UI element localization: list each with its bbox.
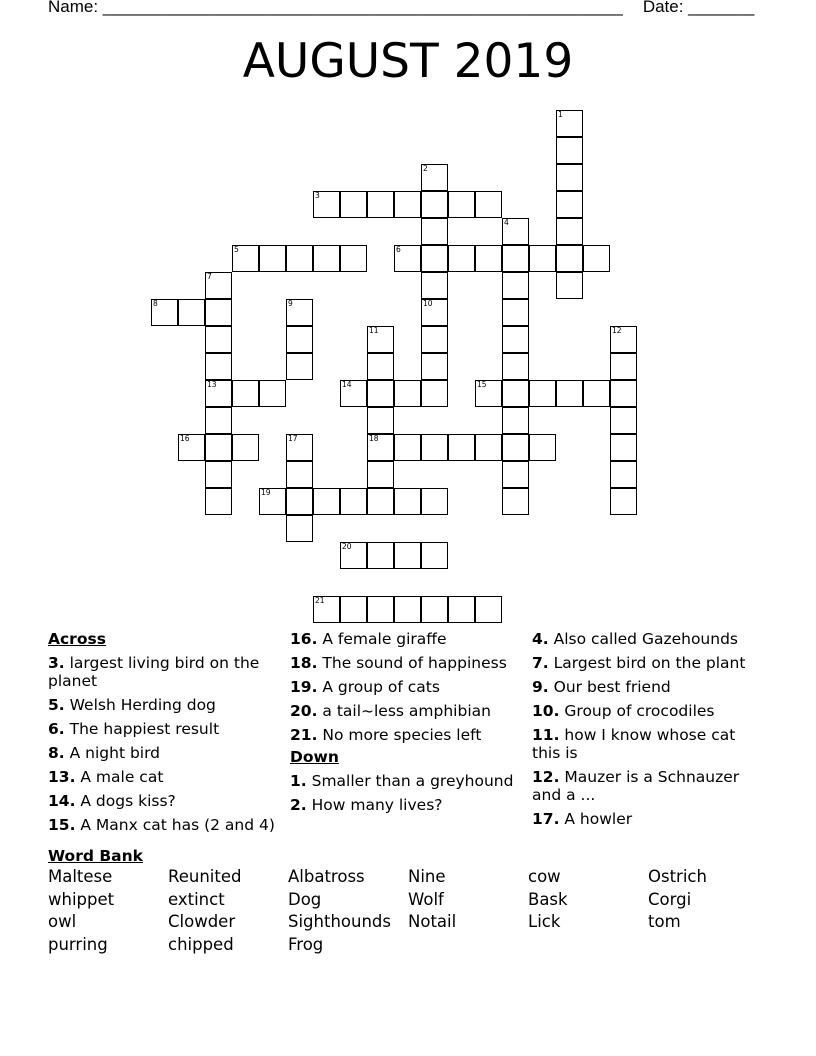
word-bank-word: Dog: [288, 889, 322, 909]
grid-cell[interactable]: [340, 488, 367, 515]
clue-number-label: 1.: [290, 772, 307, 790]
grid-cell[interactable]: [448, 191, 475, 218]
clue-number-label: 19.: [290, 678, 318, 696]
grid-cell[interactable]: [502, 326, 529, 353]
grid-cell[interactable]: [556, 137, 583, 164]
grid-cell[interactable]: [313, 245, 340, 272]
grid-cell[interactable]: [529, 380, 556, 407]
clue-text: The sound of happiness: [317, 654, 507, 672]
grid-cell[interactable]: [286, 326, 313, 353]
word-bank-word: whippet: [48, 889, 115, 909]
clue-text: The happiest result: [64, 720, 220, 738]
grid-cell[interactable]: [313, 488, 340, 515]
grid-cell[interactable]: [556, 245, 583, 272]
clue-item: [532, 630, 747, 648]
clue-number-label: 3.: [48, 654, 65, 672]
grid-cell[interactable]: [610, 488, 637, 515]
clue-number: 14: [342, 380, 352, 389]
grid-cell[interactable]: [340, 245, 367, 272]
grid-cell[interactable]: [340, 191, 367, 218]
grid-cell[interactable]: [367, 596, 394, 623]
clue-number: 2: [423, 164, 428, 173]
clue-text: A female giraffe: [317, 630, 447, 648]
clue-text: how I know whose cat this is: [532, 726, 736, 762]
grid-cell[interactable]: [394, 245, 421, 272]
word-bank-word: Sighthounds: [288, 912, 391, 932]
clue-number-label: 18.: [290, 654, 318, 672]
grid-cell[interactable]: [502, 380, 529, 407]
word-bank-word: owl: [48, 912, 77, 932]
word-bank-word: Frog: [288, 935, 324, 955]
clue-number: 15: [477, 380, 487, 389]
grid-cell[interactable]: [205, 461, 232, 488]
grid-cell[interactable]: [367, 191, 394, 218]
grid-cell[interactable]: [340, 380, 367, 407]
grid-cell[interactable]: [259, 380, 286, 407]
clue-item: [290, 772, 520, 790]
grid-cell[interactable]: [421, 380, 448, 407]
down-heading: Down: [290, 748, 339, 766]
clue-number-label: 13.: [48, 768, 76, 786]
grid-cell[interactable]: [448, 245, 475, 272]
grid-cell[interactable]: [205, 407, 232, 434]
clue-number: 17: [288, 434, 298, 443]
grid-cell[interactable]: [556, 380, 583, 407]
grid-cell[interactable]: [421, 434, 448, 461]
grid-cell[interactable]: [340, 542, 367, 569]
clue-item: [48, 654, 280, 690]
clue-item: [290, 726, 520, 744]
grid-cell[interactable]: [394, 380, 421, 407]
grid-cell[interactable]: [259, 245, 286, 272]
clue-item: [532, 702, 747, 720]
grid-cell[interactable]: [583, 245, 610, 272]
clue-item: [532, 810, 747, 828]
clue-item: [290, 702, 520, 720]
grid-cell[interactable]: [367, 461, 394, 488]
clue-number-label: 17.: [532, 810, 560, 828]
clue-text: largest living bird on the planet: [48, 654, 260, 690]
clue-item: [532, 726, 747, 762]
clue-item: [290, 654, 520, 672]
grid-cell[interactable]: [502, 218, 529, 245]
grid-cell[interactable]: [556, 191, 583, 218]
clue-number-label: 11.: [532, 726, 560, 744]
page-title: AUGUST 2019: [242, 34, 574, 89]
grid-cell[interactable]: [502, 461, 529, 488]
grid-cell[interactable]: [421, 164, 448, 191]
clue-number-label: 16.: [290, 630, 318, 648]
clue-number: 11: [369, 326, 379, 335]
clue-number: 19: [261, 488, 271, 497]
grid-cell[interactable]: [475, 434, 502, 461]
clue-item: [290, 678, 520, 696]
grid-cell[interactable]: [421, 272, 448, 299]
clue-number-label: 2.: [290, 796, 307, 814]
grid-cell[interactable]: [421, 353, 448, 380]
clue-text: Smaller than a greyhound: [306, 772, 514, 790]
grid-cell[interactable]: [475, 191, 502, 218]
word-bank-word: Lick: [528, 912, 561, 932]
grid-cell[interactable]: [556, 164, 583, 191]
clue-item: [532, 768, 747, 804]
grid-cell[interactable]: [367, 488, 394, 515]
grid-cell[interactable]: [610, 461, 637, 488]
grid-cell[interactable]: [367, 542, 394, 569]
grid-cell[interactable]: [421, 326, 448, 353]
clue-number: 1: [558, 110, 563, 119]
clue-text: A male cat: [75, 768, 164, 786]
date-label: Date:: [642, 0, 684, 16]
grid-cell[interactable]: [610, 326, 637, 353]
clue-number: 5: [234, 245, 239, 254]
grid-cell[interactable]: [286, 515, 313, 542]
grid-cell[interactable]: [394, 434, 421, 461]
clue-text: a tail~less amphibian: [317, 702, 491, 720]
clue-number: 7: [207, 272, 212, 281]
grid-cell[interactable]: [178, 434, 205, 461]
grid-cell[interactable]: [502, 488, 529, 515]
clue-number-label: 6.: [48, 720, 65, 738]
grid-cell[interactable]: [421, 542, 448, 569]
word-bank-word: cow: [528, 867, 561, 886]
grid-cell[interactable]: [286, 461, 313, 488]
clues-column-1: [48, 630, 280, 840]
grid-cell[interactable]: [475, 380, 502, 407]
clue-number: 3: [315, 191, 320, 200]
clue-text: Group of crocodiles: [559, 702, 715, 720]
word-bank-word: Clowder: [168, 912, 236, 932]
clue-text: Also called Gazehounds: [548, 630, 738, 648]
clue-item: [290, 796, 520, 814]
clue-number-label: 4.: [532, 630, 549, 648]
word-bank-word: Notail: [408, 912, 457, 932]
clue-item: [48, 816, 280, 834]
grid-cell[interactable]: [421, 299, 448, 326]
word-bank-word: Albatross: [288, 867, 365, 886]
clue-text: Welsh Herding dog: [64, 696, 216, 714]
grid-cell[interactable]: [286, 434, 313, 461]
grid-cell[interactable]: [232, 434, 259, 461]
word-bank-word: Maltese: [48, 867, 113, 886]
grid-cell[interactable]: [475, 245, 502, 272]
clue-number: 16: [180, 434, 190, 443]
clue-text: No more species left: [317, 726, 482, 744]
grid-cell[interactable]: [205, 353, 232, 380]
grid-cell[interactable]: [502, 353, 529, 380]
grid-cell[interactable]: [610, 434, 637, 461]
clue-text: Mauzer is a Schnauzer and a ...: [532, 768, 740, 804]
clue-number: 10: [423, 299, 433, 308]
grid-cell[interactable]: [502, 299, 529, 326]
grid-cell[interactable]: [610, 353, 637, 380]
grid-cell[interactable]: [205, 488, 232, 515]
word-bank-word: Wolf: [408, 889, 444, 909]
clue-item: [48, 768, 280, 786]
grid-cell[interactable]: [475, 596, 502, 623]
grid-cell[interactable]: [394, 542, 421, 569]
clue-text: A dogs kiss?: [75, 792, 176, 810]
clue-number-label: 10.: [532, 702, 560, 720]
grid-cell[interactable]: [556, 110, 583, 137]
grid-cell[interactable]: [313, 596, 340, 623]
clue-number: 18: [369, 434, 379, 443]
grid-cell[interactable]: [394, 488, 421, 515]
name-label: Name:: [48, 0, 99, 16]
word-bank-word: Corgi: [648, 889, 692, 909]
grid-cell[interactable]: [367, 353, 394, 380]
word-bank-word: purring: [48, 935, 108, 955]
clue-number: 9: [288, 299, 293, 308]
grid-cell[interactable]: [232, 380, 259, 407]
word-bank-word: chipped: [168, 935, 234, 955]
grid-cell[interactable]: [394, 596, 421, 623]
clue-number-label: 9.: [532, 678, 549, 696]
grid-cell[interactable]: [610, 380, 637, 407]
clue-text: Our best friend: [548, 678, 671, 696]
grid-cell[interactable]: [259, 488, 286, 515]
grid-cell[interactable]: [286, 299, 313, 326]
clue-item: [532, 678, 747, 696]
grid-cell[interactable]: [232, 245, 259, 272]
grid-cell[interactable]: [556, 218, 583, 245]
grid-cell[interactable]: [367, 380, 394, 407]
grid-cell[interactable]: [205, 434, 232, 461]
clue-item: [48, 744, 280, 762]
grid-cell[interactable]: [313, 191, 340, 218]
grid-cell[interactable]: [205, 299, 232, 326]
grid-cell[interactable]: [421, 245, 448, 272]
grid-cell[interactable]: [286, 245, 313, 272]
grid-cell[interactable]: [448, 434, 475, 461]
word-bank-word: Bask: [528, 889, 568, 909]
grid-cell[interactable]: [583, 380, 610, 407]
clue-number-label: 12.: [532, 768, 560, 786]
grid-cell[interactable]: [367, 407, 394, 434]
grid-cell[interactable]: [340, 596, 367, 623]
grid-cell[interactable]: [502, 434, 529, 461]
clues-column-2: [290, 630, 520, 820]
grid-cell[interactable]: [367, 434, 394, 461]
word-bank-word: Nine: [408, 867, 446, 886]
word-bank-heading: Word Bank: [48, 847, 143, 865]
clue-number-label: 21.: [290, 726, 318, 744]
grid-cell[interactable]: [556, 272, 583, 299]
grid-cell[interactable]: [448, 596, 475, 623]
grid-cell[interactable]: [421, 596, 448, 623]
clue-item: [290, 630, 520, 648]
clue-number: 4: [504, 218, 509, 227]
grid-cell[interactable]: [529, 434, 556, 461]
clue-item: [532, 654, 747, 672]
grid-cell[interactable]: [205, 272, 232, 299]
clue-text: A Manx cat has (2 and 4): [75, 816, 275, 834]
grid-cell[interactable]: [394, 191, 421, 218]
word-bank-word: Reunited: [168, 867, 242, 886]
clue-number: 12: [612, 326, 622, 335]
grid-cell[interactable]: [421, 218, 448, 245]
word-bank-word: Ostrich: [648, 867, 707, 886]
grid-cell[interactable]: [421, 488, 448, 515]
clue-text: A howler: [559, 810, 633, 828]
clue-number: 8: [153, 299, 158, 308]
grid-cell[interactable]: [286, 353, 313, 380]
word-bank-word: extinct: [168, 889, 225, 909]
clues-column-3: [532, 630, 747, 834]
clue-number: 20: [342, 542, 352, 551]
clue-number: 21: [315, 596, 325, 605]
clue-item: [48, 792, 280, 810]
date-blank[interactable]: _______: [683, 0, 755, 16]
clue-item: [48, 720, 280, 738]
word-bank-word: tom: [648, 912, 681, 932]
grid-cell[interactable]: [502, 407, 529, 434]
clue-number-label: 7.: [532, 654, 549, 672]
grid-cell[interactable]: [502, 272, 529, 299]
clue-number-label: 8.: [48, 744, 65, 762]
clue-number: 13: [207, 380, 217, 389]
grid-cell[interactable]: [178, 299, 205, 326]
grid-cell[interactable]: [421, 191, 448, 218]
name-blank[interactable]: _______________________________________________________: [98, 0, 623, 16]
grid-cell[interactable]: [205, 380, 232, 407]
clue-text: How many lives?: [306, 796, 443, 814]
clue-item: [48, 696, 280, 714]
clue-number-label: 14.: [48, 792, 76, 810]
clue-number-label: 5.: [48, 696, 65, 714]
clue-text: Largest bird on the plant: [548, 654, 746, 672]
grid-cell[interactable]: [529, 245, 556, 272]
across-heading: Across: [48, 630, 106, 648]
clue-number: 6: [396, 245, 401, 254]
clue-number-label: 15.: [48, 816, 76, 834]
grid-cell[interactable]: [610, 407, 637, 434]
clue-text: A night bird: [64, 744, 161, 762]
grid-cell[interactable]: [367, 326, 394, 353]
clue-text: A group of cats: [317, 678, 440, 696]
grid-cell[interactable]: [502, 245, 529, 272]
grid-cell[interactable]: [286, 488, 313, 515]
grid-cell[interactable]: [151, 299, 178, 326]
grid-cell[interactable]: [205, 326, 232, 353]
clue-number-label: 20.: [290, 702, 318, 720]
